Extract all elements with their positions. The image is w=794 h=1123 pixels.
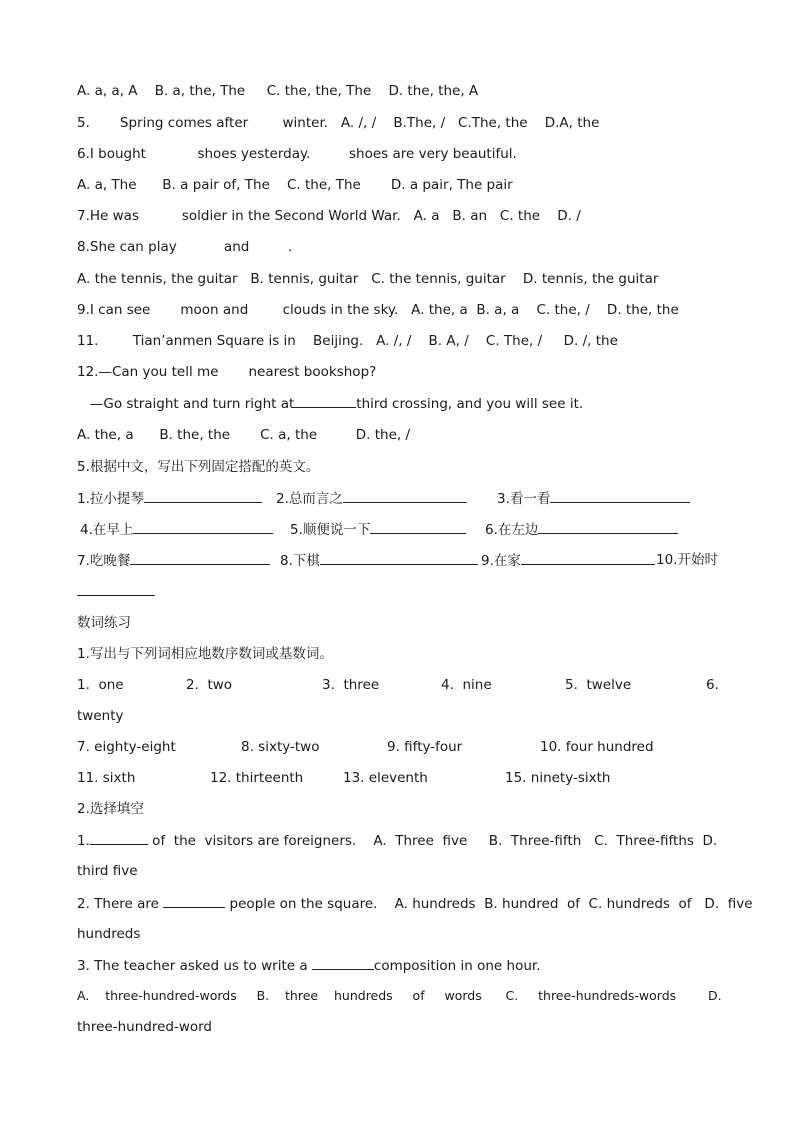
vocab-item: 6.在左边	[485, 520, 678, 539]
answer-blank	[343, 489, 467, 503]
answer-blank	[521, 551, 655, 565]
answer-blank	[320, 551, 478, 565]
number-item: 3. three	[322, 677, 380, 693]
choice-question-2-cont: hundreds	[77, 926, 141, 942]
vocab-item: 10.开始时	[656, 552, 718, 568]
choice-question-2: 2. There are people on the square. A. hundreds B. hundred of C. hundreds of D. five	[77, 896, 753, 912]
answer-blank	[163, 894, 225, 908]
number-item: 7. eighty-eight	[77, 739, 176, 755]
options-line: A. the tennis, the guitar B. tennis, guitar C. the tennis, guitar D. tennis, the guitar	[77, 271, 659, 287]
question-heading: 2.选择填空	[77, 801, 144, 817]
choice-question-1: 1. of the visitors are foreigners. A. Three five B. Three-fifth C. Three-fifths D.	[77, 833, 718, 849]
question-12: 12.—Can you tell me nearest bookshop?	[77, 364, 377, 380]
question-heading: 1.写出与下列词相应地数序数词或基数词。	[77, 646, 333, 662]
answer-blank	[130, 551, 270, 565]
number-item: 9. fifty-four	[387, 739, 463, 755]
answer-blank	[550, 489, 690, 503]
vocab-item: 7.吃晚餐	[77, 551, 270, 570]
answer-blank	[144, 489, 262, 503]
vocab-item: 1.拉小提琴	[77, 489, 262, 508]
answer-blank	[90, 831, 148, 845]
question-6: 6.I bought shoes yesterday. shoes are very beautiful.	[77, 146, 517, 162]
vocab-item: 5.顺便说一下	[290, 520, 466, 539]
options-line-cont: three-hundred-word	[77, 1019, 213, 1035]
answer-blank	[538, 520, 678, 534]
number-item: twenty	[77, 708, 124, 724]
number-item: 8. sixty-two	[241, 739, 320, 755]
question-11: 11. Tian’anmen Square is in Beijing. A. /, / B. A, / C. The, / D. /, the	[77, 333, 618, 349]
options-line: A. a, The B. a pair of, The C. the, The D. a pair, The pair	[77, 177, 513, 193]
number-item: 15. ninety-sixth	[505, 770, 611, 786]
answer-blank	[133, 520, 273, 534]
options-line: A. three-hundred-words B. three hundreds of words C. three-hundreds-words D.	[77, 988, 722, 1003]
vocab-item: 3.看一看	[497, 489, 690, 508]
choice-question-3: 3. The teacher asked us to write a composition in one hour.	[77, 958, 541, 974]
section-heading: 数词练习	[77, 615, 131, 631]
vocab-item: 8.下棋	[280, 551, 478, 570]
answer-blank	[294, 394, 356, 408]
number-item: 2. two	[186, 677, 233, 693]
section-heading: 5.根据中文，写出下列固定搭配的英文。	[77, 459, 320, 475]
vocab-item: 4.在早上	[80, 520, 273, 539]
number-item: 10. four hundred	[540, 739, 654, 755]
question-12-reply: —Go straight and turn right at third crossing, and you will see it.	[77, 396, 584, 412]
number-item: 1. one	[77, 677, 124, 693]
vocab-item: 9.在家	[481, 551, 655, 570]
answer-blank	[77, 582, 155, 596]
answer-blank	[370, 520, 466, 534]
answer-line	[77, 582, 155, 601]
number-item: 11. sixth	[77, 770, 136, 786]
number-item: 5. twelve	[565, 677, 632, 693]
number-item: 4. nine	[441, 677, 492, 693]
question-8: 8.She can play and .	[77, 239, 293, 255]
choice-question-1-cont: third five	[77, 863, 138, 879]
answer-blank	[312, 956, 374, 970]
number-item: 6.	[706, 677, 719, 693]
number-item: 12. thirteenth	[210, 770, 304, 786]
options-line: A. the, a B. the, the C. a, the D. the, /	[77, 427, 411, 443]
question-7: 7.He was soldier in the Second World War. A. a B. an C. the D. /	[77, 208, 581, 224]
options-line: A. a, a, A B. a, the, The C. the, the, The D. the, the, A	[77, 83, 479, 99]
question-5: 5. Spring comes after winter. A. /, / B.The, / C.The, the D.A, the	[77, 115, 600, 131]
vocab-item: 2.总而言之	[276, 489, 467, 508]
question-9: 9.I can see moon and clouds in the sky. A. the, a B. a, a C. the, / D. the, the	[77, 302, 679, 318]
number-item: 13. eleventh	[343, 770, 428, 786]
